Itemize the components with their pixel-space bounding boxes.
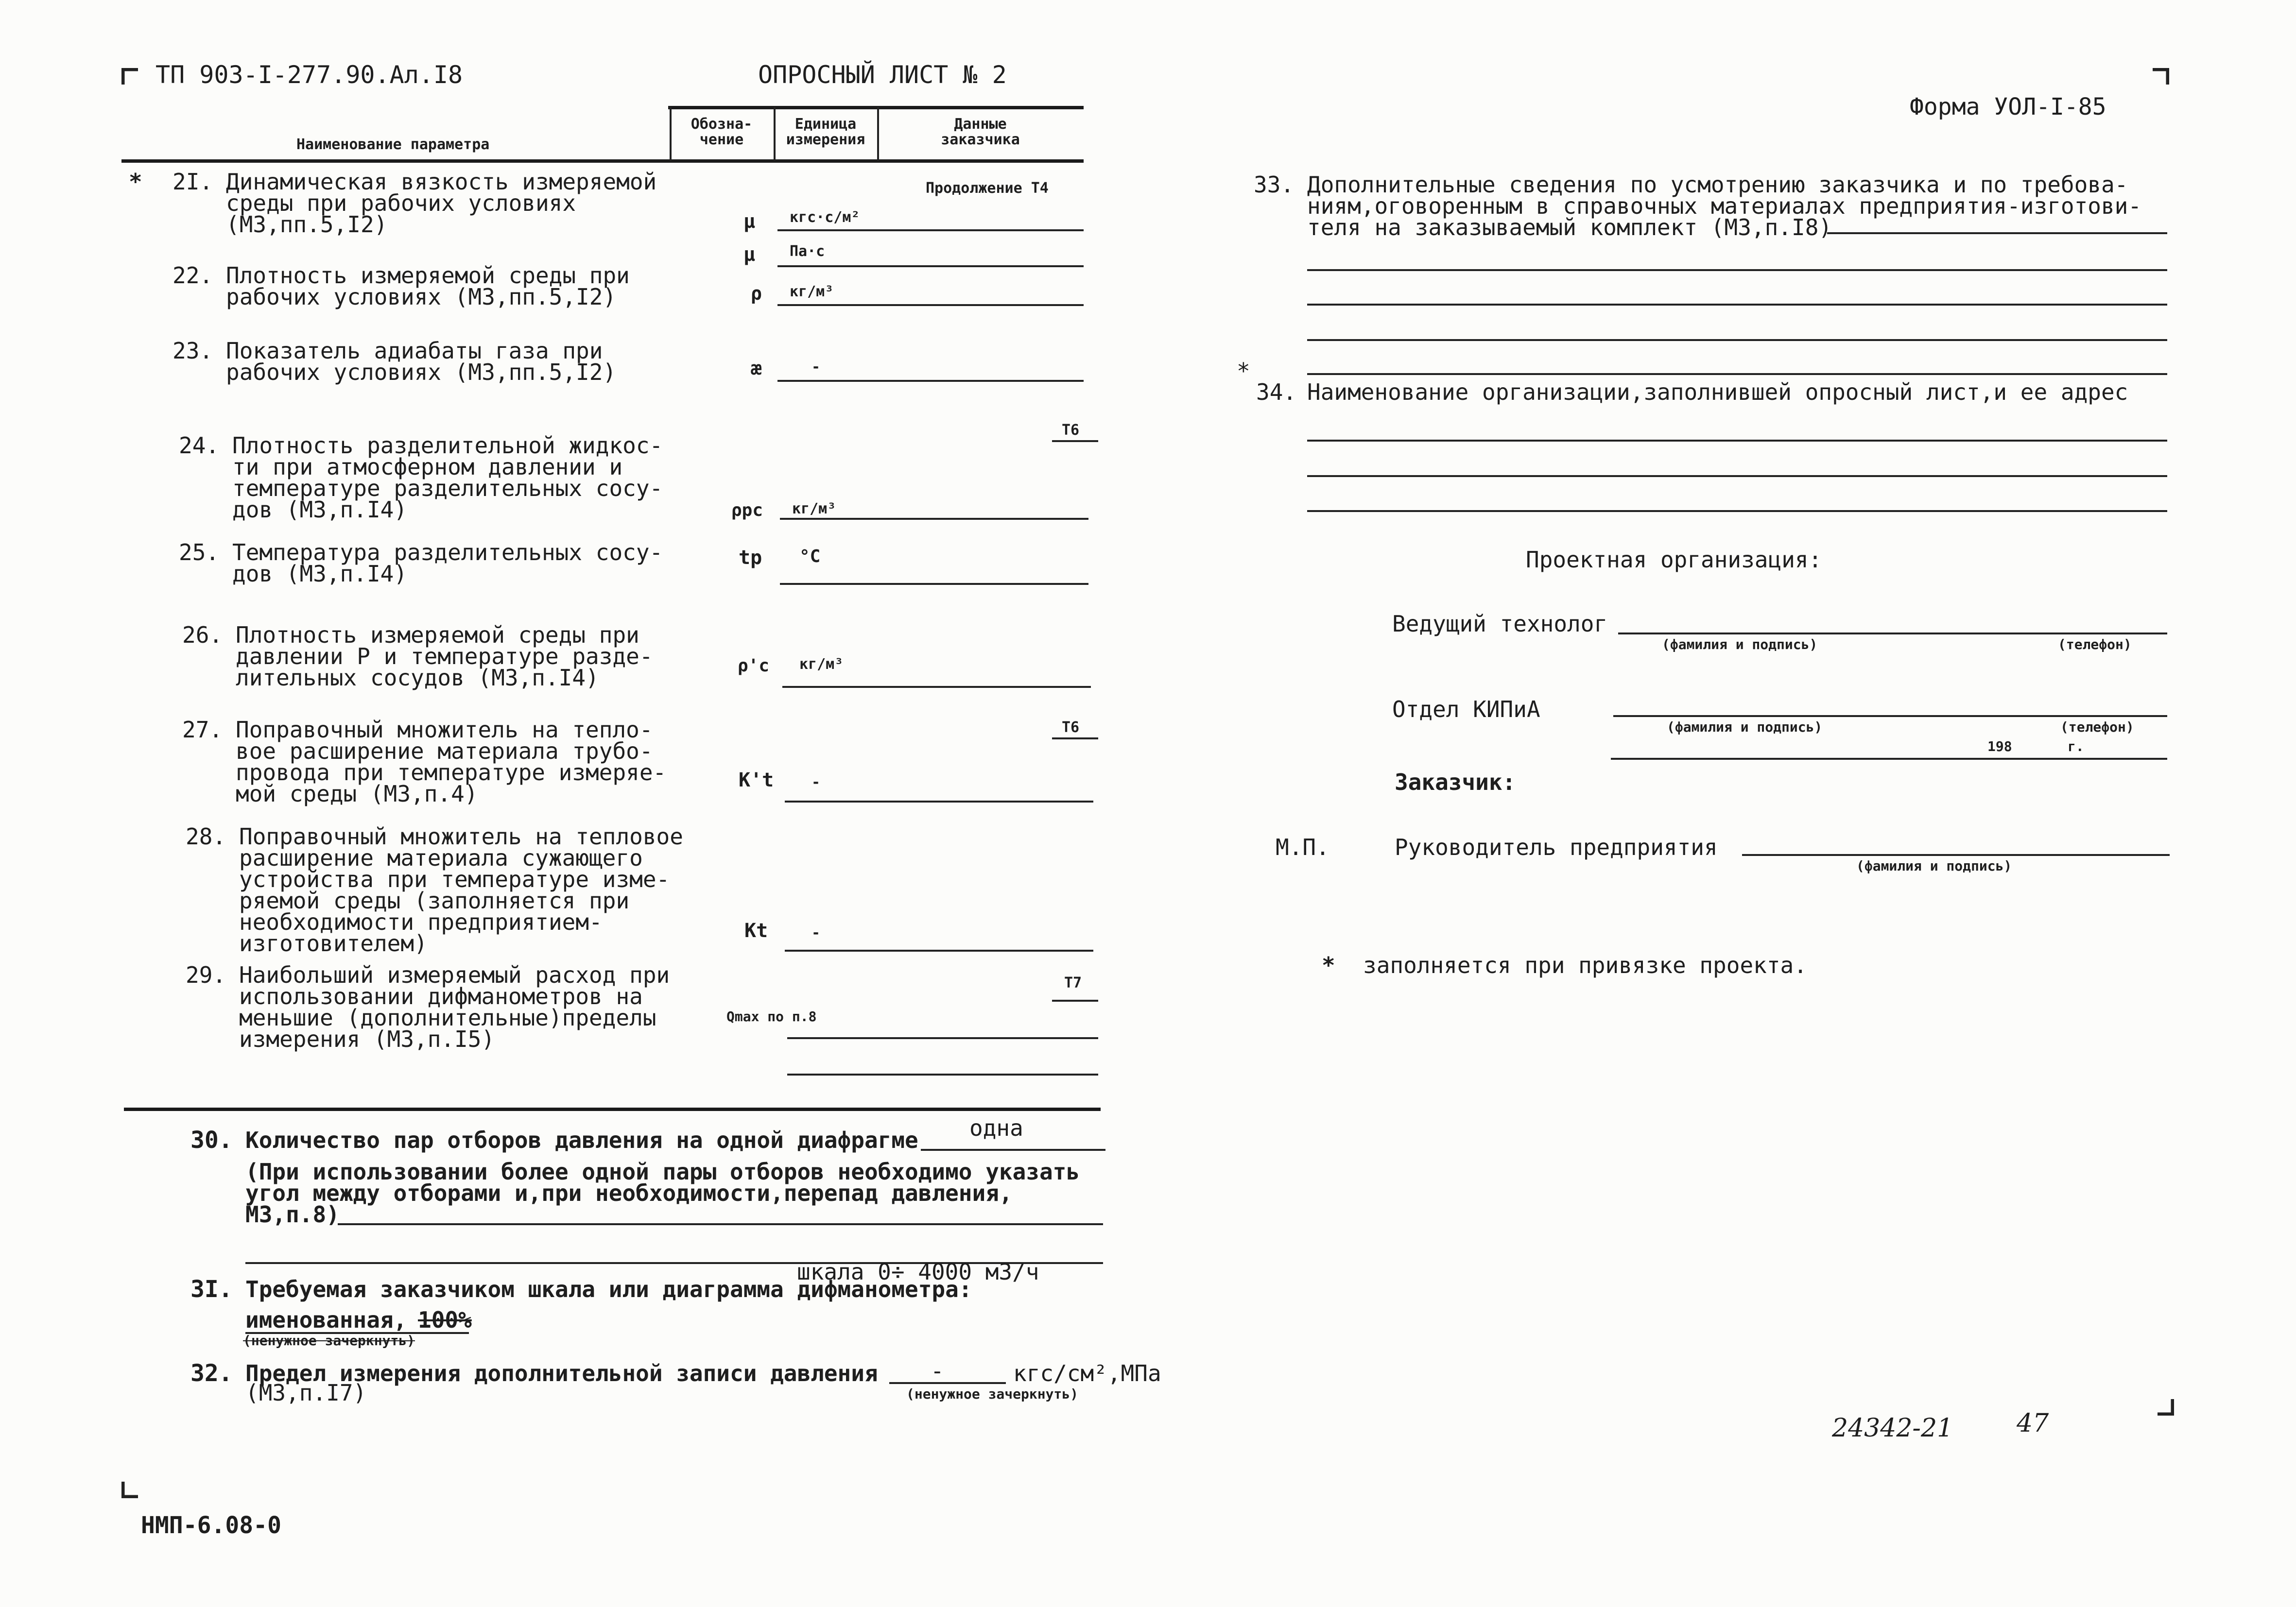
item-text: Наименование организации,заполнившей опросный лист,и ее адрес	[1307, 379, 2128, 405]
item-number: 22.	[173, 262, 213, 289]
hint-text: (ненужное зачеркнуть)	[906, 1386, 1079, 1402]
item-reference: (МЗ,п.I7)	[245, 1380, 367, 1406]
tag-underline	[1052, 1000, 1098, 1002]
stamp-place-label: М.П.	[1276, 834, 1329, 860]
item-text: Плотность измеряемой среды при рабочих условиях (МЗ,пп.5,I2)	[226, 262, 630, 310]
handwritten-page-number: 47	[2017, 1409, 2049, 1438]
scale-value: шкала 0÷ 4000 м3/ч	[797, 1259, 1039, 1285]
input-line	[1307, 304, 2167, 306]
item-text: Поправочный множитель на тепловое расширение материала сужающего устройства при температуре изме- ряемой среды (заполняется при необходимости предприятием- изготовителем)	[239, 823, 683, 957]
corner-mark-bottom-right	[2158, 1399, 2174, 1416]
input-line	[780, 518, 1088, 520]
signature-hint: (фамилия и подпись)	[1856, 858, 2012, 874]
input-line	[787, 1037, 1098, 1039]
hint-text: (ненужное зачеркнуть)	[243, 1333, 415, 1349]
item-number: 26.	[182, 622, 223, 648]
sheet-title: ОПРОСНЫЙ ЛИСТ № 2	[758, 61, 1007, 89]
customer-label: Заказчик:	[1395, 769, 1516, 795]
item-symbol: ρрс	[731, 500, 763, 520]
item-unit: кг/м³	[792, 500, 836, 517]
table-head-bottom-line	[121, 159, 1084, 163]
table-reference: Т6	[1062, 422, 1080, 439]
item-text: Динамическая вязкость измеряемой среды при рабочих условиях (МЗ,пп.5,I2)	[226, 169, 657, 238]
input-line	[777, 380, 1084, 382]
corner-mark-top-left	[121, 68, 138, 85]
item-text: Требуемая заказчиком шкала или диаграмма дифманометра:	[245, 1276, 972, 1302]
item-unit: кгс·с/м²	[790, 209, 860, 226]
input-line	[1827, 232, 2167, 234]
item-number: 23.	[173, 338, 213, 364]
phone-hint: (телефон)	[2058, 636, 2132, 652]
item-symbol: μ	[743, 210, 756, 233]
form-code: Форма УОЛ-I-85	[1910, 93, 2106, 120]
signature-line	[1611, 758, 2167, 760]
kip-department-label: Отдел КИПиА	[1392, 696, 1540, 722]
item-number: 25.	[179, 539, 220, 565]
item-note: (При использовании более одной пары отборов необходимо указать угол между отборами и,при необходимости,перепад давления, МЗ,п.8)	[245, 1159, 1080, 1228]
tag-underline	[1052, 440, 1098, 442]
signature-hint: (фамилия и подпись)	[1667, 719, 1823, 735]
tag-underline	[1052, 737, 1098, 739]
item-value: -	[811, 359, 821, 376]
input-line	[785, 950, 1093, 952]
input-line	[921, 1149, 1105, 1151]
corner-mark-top-right	[2153, 68, 2169, 85]
input-line	[1307, 269, 2167, 271]
table-reference: Т7	[1064, 974, 1082, 992]
signature-line	[1742, 854, 2170, 856]
item-unit: кг/м³	[799, 656, 844, 673]
input-line	[889, 1382, 1006, 1384]
input-line	[777, 229, 1084, 231]
input-line	[1307, 510, 2167, 512]
item-text: Предел измерения дополнительной записи давления	[245, 1360, 878, 1386]
table-head-top-line	[668, 106, 1084, 109]
item-text: Плотность измеряемой среды при давлении Р и температуре разде- лительных сосудов (МЗ,п.I4)	[236, 622, 653, 691]
table-reference: Т6	[1062, 719, 1080, 736]
item-text: Плотность разделительной жидкос- ти при атмосферном давлении и температуре разделительных сосу- дов (МЗ,п.I4)	[232, 432, 663, 523]
item-number: 32.	[190, 1360, 233, 1387]
enterprise-head-label: Руководитель предприятия	[1395, 834, 1718, 860]
item-number: 27.	[182, 717, 223, 743]
item-value: -	[811, 924, 821, 941]
item-symbol: Qmax по п.8	[726, 1009, 817, 1025]
item-symbol: ρ	[751, 283, 762, 304]
input-line	[1307, 339, 2167, 341]
input-line	[1307, 475, 2167, 477]
item-symbol: ρ'с	[738, 656, 770, 676]
item-number: 24.	[179, 432, 220, 459]
input-line	[780, 583, 1088, 585]
footnote-text: заполняется при привязке проекта.	[1363, 952, 1807, 978]
year-prefix: 198	[1987, 738, 2012, 754]
input-line	[782, 686, 1091, 688]
input-line	[777, 265, 1084, 267]
input-line	[1307, 440, 2167, 442]
item-text: Количество пар отборов давления на одной диафрагме	[245, 1127, 918, 1153]
input-line	[787, 1074, 1098, 1076]
item-number: 3I.	[190, 1276, 233, 1303]
item-value: -	[811, 774, 821, 791]
input-line	[1307, 373, 2167, 375]
item-unit: °С	[799, 547, 821, 566]
item-unit: кг/м³	[790, 283, 834, 300]
item-value: одна	[969, 1115, 1023, 1141]
item-text: Наибольший измеряемый расход при использовании дифманометров на меньшие (дополнительные)пределы измерения (МЗ,п.I5)	[239, 962, 670, 1052]
continuation-note: Продолжение Т4	[926, 180, 1049, 197]
lead-technologist-label: Ведущий технолог	[1392, 611, 1608, 637]
footer-code: НМП-6.08-0	[141, 1512, 281, 1539]
column-header-unit: Единица измерения	[786, 116, 865, 148]
footnote-star: *	[1237, 358, 1250, 384]
handwritten-doc-number: 24342-21	[1832, 1414, 1953, 1443]
item-number: 30.	[190, 1127, 233, 1154]
signature-hint: (фамилия и подпись)	[1662, 636, 1818, 652]
input-line	[777, 304, 1084, 306]
item-symbol: æ	[751, 358, 762, 379]
project-org-title: Проектная организация:	[1526, 547, 1822, 573]
doc-code: ТП 903-I-277.90.Ал.I8	[155, 61, 463, 89]
column-header-customer-data: Данные заказчика	[941, 116, 1020, 148]
scale-option-percent: 100%	[418, 1307, 472, 1333]
item-text: Поправочный множитель на тепло- вое расширение материала трубо- провода при температуре измеряе- мой среды (МЗ,п.4)	[236, 717, 667, 807]
footnote-star: *	[1322, 952, 1335, 978]
column-header-parameter: Наименование параметра	[296, 136, 490, 153]
item-number: 33.	[1254, 171, 1295, 198]
column-header-designation: Обозна- чение	[691, 116, 753, 148]
item-value: -	[931, 1358, 944, 1384]
item-symbol: Kt	[744, 920, 768, 942]
year-suffix: г.	[2068, 738, 2084, 754]
item-symbol: tр	[739, 547, 762, 569]
input-line	[785, 801, 1093, 803]
item-number: 34.	[1256, 379, 1297, 405]
signature-line	[1613, 715, 2167, 717]
item-number: 29.	[186, 962, 226, 988]
corner-mark-bottom-left	[121, 1482, 138, 1498]
footnote-star: *	[129, 169, 142, 195]
item-symbol: K't	[739, 769, 774, 791]
signature-line	[1618, 633, 2167, 634]
item-unit: Па·с	[790, 243, 825, 260]
table-head-divider	[877, 107, 879, 160]
item-symbol: μ	[743, 243, 756, 266]
item-units: кгс/см²,МПа	[1013, 1360, 1161, 1386]
phone-hint: (телефон)	[2060, 719, 2134, 735]
item-text: Дополнительные сведения по усмотрению заказчика и по требова- ниям,оговоренным в справочных материалах предприятия-изготови- теля на заказываемый комплект (МЗ,п.I8)	[1307, 171, 2142, 240]
item-text: Показатель адиабаты газа при рабочих условиях (МЗ,пп.5,I2)	[226, 338, 617, 385]
input-line	[338, 1223, 1103, 1225]
item-number: 2I.	[173, 169, 213, 195]
item-text: Температура разделительных сосу- дов (МЗ,п.I4)	[232, 539, 663, 587]
section-separator	[124, 1108, 1101, 1111]
scale-option-named: именованная,	[245, 1307, 407, 1333]
item-number: 28.	[186, 823, 226, 850]
